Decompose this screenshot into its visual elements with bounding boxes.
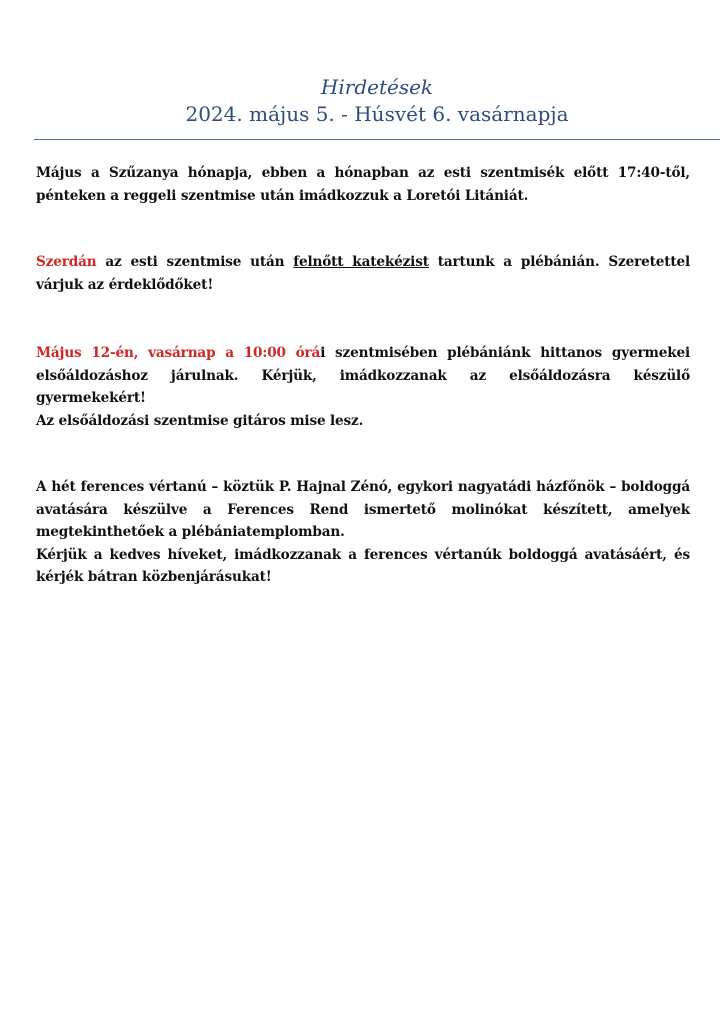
- announcement-text: tartunk a plébánián. Szeretettel várjuk az érdeklődőket!: [36, 254, 690, 293]
- highlight-day: Szerdán: [36, 254, 97, 270]
- announcement-text: Május a Szűzanya hónapja, ebben a hónapban az esti szentmisék előtt 17:40-től, pénteken a reggeli szentmise után imádkozzuk a Loretói Litániát.: [36, 165, 690, 204]
- header-divider: [34, 139, 720, 140]
- highlight-date-time: Május 12-én, vasárnap a 10:00 órá: [36, 345, 321, 361]
- paragraph-spacer: [36, 296, 690, 342]
- announcement-text: az esti szentmise után: [96, 254, 294, 270]
- announcement-catechesis: [36, 251, 690, 296]
- announcement-text: i szentmisében plébániánk hittanos gyermekei elsőáldozáshoz járulnak. Kérjük, imádkozzanak az elsőáldozásra készülő gyermekekért!: [36, 345, 690, 406]
- announcement-text: Az elsőáldozási szentmise gitáros mise lesz.: [36, 412, 364, 429]
- announcement-martyrs-prayer: [36, 544, 690, 589]
- announcement-guitar-mass: [36, 410, 690, 433]
- paragraph-spacer: [36, 207, 690, 251]
- announcement-martyrs: [36, 476, 690, 544]
- announcement-may-litany: [36, 162, 690, 207]
- announcements-body: [36, 162, 690, 589]
- document-header: [34, 74, 720, 128]
- paragraph-spacer: [36, 432, 690, 476]
- announcement-text: A hét ferences vértanú – köztük P. Hajnal Zénó, egykori nagyatádi házfőnök – boldoggá avatására készülve a Ferences Rend ismertető molinókat készített, amelyek megtekinthetőek a plébániatemplomban.: [36, 479, 690, 540]
- underlined-event: felnőtt katekézist: [293, 254, 429, 270]
- document-subtitle: 2024. május 5. - Húsvét 6. vasárnapja: [185, 102, 569, 126]
- document-title: Hirdetések: [320, 75, 434, 99]
- announcement-first-communion: [36, 342, 690, 410]
- announcement-text: Kérjük a kedves híveket, imádkozzanak a ferences vértanúk boldoggá avatásáért, és kérjék bátran közbenjárásukat!: [36, 546, 690, 585]
